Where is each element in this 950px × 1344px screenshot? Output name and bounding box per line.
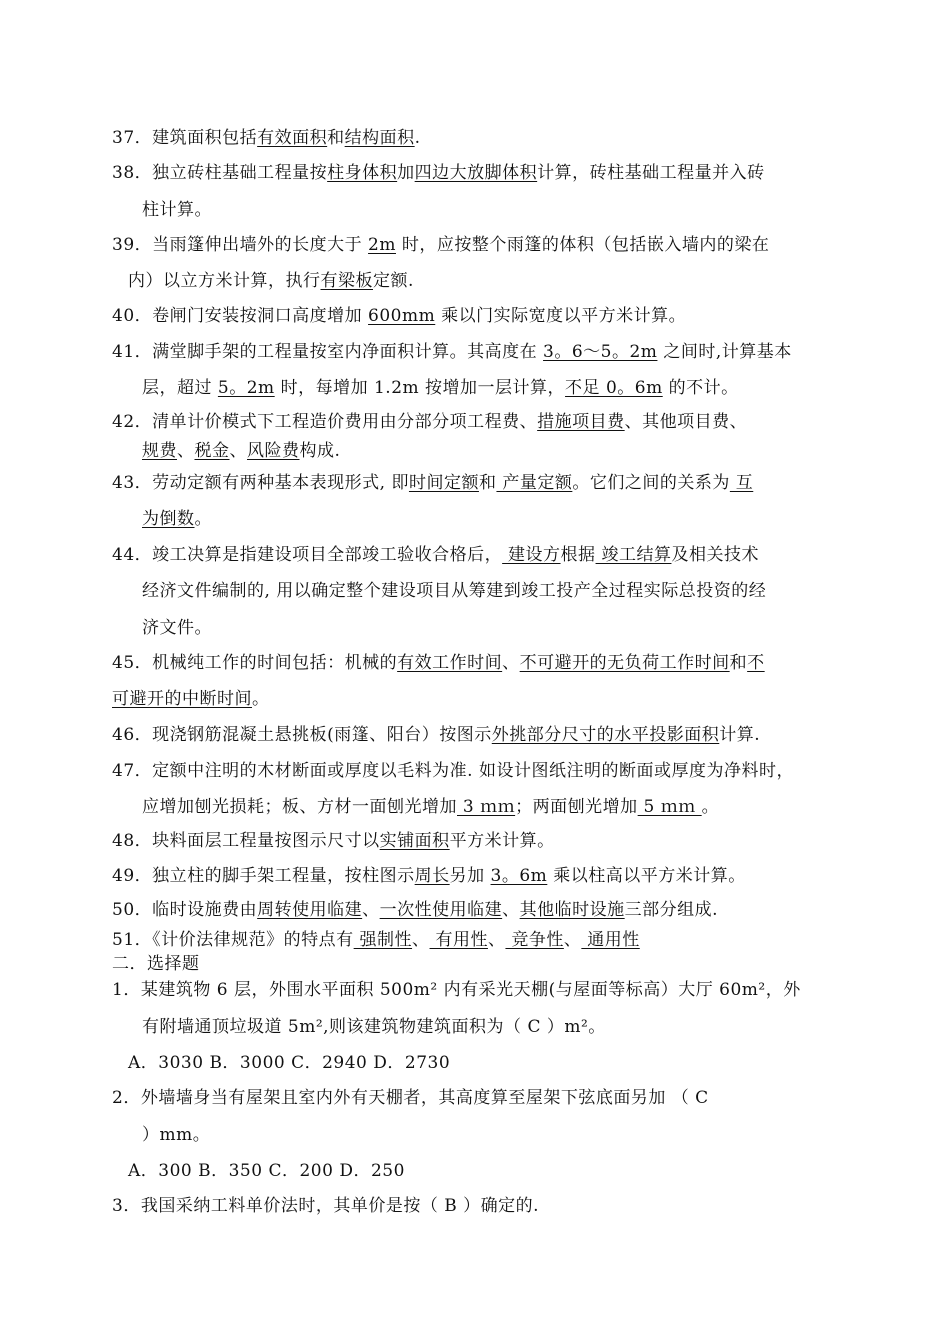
text-segment: 39．当雨篷伸出墙外的长度大于 — [112, 235, 369, 255]
text-segment: 、 — [412, 930, 430, 950]
text-segment: 42．清单计价模式下工程造价费用由分部分项工程费、 — [112, 412, 538, 432]
text-line — [112, 724, 760, 746]
text-segment: ）mm。 — [142, 1125, 211, 1145]
text-line — [142, 199, 212, 221]
text-segment: 49．独立柱的脚手架工程量，按柱图示 — [112, 866, 415, 886]
text-line — [142, 377, 739, 399]
text-line — [142, 580, 766, 602]
answer-blank: 为倒数 — [142, 509, 195, 529]
answer-blank: 建设方 — [502, 545, 561, 565]
text-line — [112, 162, 765, 184]
answer-blank: 5 ｍｍ — [637, 797, 702, 817]
answer-blank: 有效面积 — [257, 128, 328, 148]
text-segment: 和 — [478, 473, 497, 493]
answer-blank: 可避开的中断时间 — [112, 689, 252, 709]
text-segment: 45．机械纯工作的时间包括：机械的 — [112, 653, 398, 673]
text-segment: 38．独立砖柱基础工程量按 — [112, 163, 328, 183]
text-line — [112, 953, 200, 975]
text-segment: 的不计。 — [662, 378, 739, 398]
text-segment: 柱计算。 — [142, 200, 212, 220]
answer-blank: 税金 — [194, 441, 230, 461]
text-line — [142, 1124, 210, 1146]
text-segment: 根据 — [560, 545, 596, 565]
text-segment: A．300 B．350 C．200 D．250 — [128, 1161, 405, 1181]
answer-blank: 四边大放脚体积 — [414, 163, 538, 183]
answer-blank: 措施项目费 — [537, 412, 625, 432]
text-segment: 计算，砖柱基础工程量并入砖 — [537, 163, 765, 183]
answer-blank: 时间定额 — [408, 473, 479, 493]
text-segment: 47．定额中注明的木材断面或厚度以毛料为准. 如设计图纸注明的断面或厚度为净料时， — [112, 761, 794, 781]
text-line — [128, 1052, 450, 1074]
text-segment: 46．现浇钢筋混凝土悬挑板(雨篷、阳台）按图示 — [112, 725, 492, 745]
text-segment: A．3030 B．3000 C．2940 D．2730 — [128, 1053, 451, 1073]
text-line — [112, 652, 765, 674]
answer-blank: 有效工作时间 — [397, 653, 503, 673]
text-segment: 二．选择题 — [112, 954, 200, 974]
text-segment: 、 — [229, 441, 247, 461]
text-segment: 、 — [487, 930, 506, 950]
text-segment: 时，每增加 1.2m 按增加一层计算， — [274, 378, 566, 398]
answer-blank: 产量定额 — [496, 473, 573, 493]
text-segment: 、 — [502, 900, 520, 920]
answer-blank: 竞争性 — [505, 930, 564, 950]
text-line — [112, 305, 686, 327]
text-segment: 层，超过 — [142, 378, 218, 398]
answer-blank: 柱身体积 — [327, 163, 398, 183]
text-segment: 。 — [701, 797, 720, 817]
answer-blank: 不足 0。6m — [565, 378, 663, 398]
text-segment: 计算. — [719, 725, 761, 745]
answer-blank: 3。6～5。2m — [543, 342, 658, 362]
text-segment: 41．满堂脚手架的工程量按室内净面积计算。其高度在 — [112, 342, 544, 362]
text-line — [128, 270, 414, 292]
answer-blank: 3。6m — [490, 866, 548, 886]
text-segment: 37．建筑面积包括 — [112, 128, 258, 148]
text-segment: 乘以门实际宽度以平方米计算。 — [435, 306, 687, 326]
text-segment: 乘以柱高以平方米计算。 — [547, 866, 746, 886]
text-line — [112, 865, 746, 887]
text-segment: 、 — [362, 900, 380, 920]
answer-blank: 强制性 — [353, 930, 413, 950]
text-line — [112, 472, 753, 494]
text-line — [142, 796, 719, 818]
text-segment: 应增加刨光损耗；板、方材一面刨光增加 — [142, 797, 457, 817]
answer-blank: 一次性使用临建 — [379, 900, 503, 920]
text-segment: 三部分组成. — [624, 900, 719, 920]
answer-blank: 有梁板 — [320, 271, 373, 291]
text-segment: 。它们之间的关系为 — [572, 473, 730, 493]
text-line — [142, 440, 340, 462]
text-segment: 1．某建筑物 6 层，外围水平面积 500m² 内有采光天棚(与屋面等标高）大厅 60m²，外 — [112, 980, 801, 1000]
text-segment: 48．块料面层工程量按图示尺寸以 — [112, 831, 380, 851]
text-line — [112, 544, 759, 566]
text-segment: 43．劳动定额有两种基本表现形式, 即 — [112, 473, 409, 493]
text-segment: 及相关技术 — [671, 545, 759, 565]
text-segment: 加 — [397, 163, 415, 183]
answer-blank: 实铺面积 — [379, 831, 450, 851]
text-line — [142, 1016, 606, 1038]
text-segment: 。 — [194, 509, 212, 529]
text-line — [128, 1160, 405, 1182]
text-line — [112, 411, 747, 433]
text-segment: 定额. — [373, 271, 414, 291]
text-segment: 44．竣工决算是指建设项目全部竣工验收合格后， — [112, 545, 503, 565]
text-segment: 50．临时设施费由 — [112, 900, 258, 920]
text-line — [112, 899, 718, 921]
text-segment: 济文件。 — [142, 618, 212, 638]
answer-blank: 不可避开的无负荷工作时间 — [519, 653, 730, 673]
answer-blank: 其他临时设施 — [519, 900, 625, 920]
text-segment: 之间时,计算基本 — [657, 342, 792, 362]
answer-blank: 5。2m — [217, 378, 275, 398]
text-segment: 时，应按整个雨篷的体积（包括嵌入墙内的梁在 — [395, 235, 770, 255]
answer-blank: 2m — [368, 235, 396, 255]
text-line — [112, 1195, 539, 1217]
text-segment: 平方米计算。 — [449, 831, 555, 851]
text-segment: 、 — [502, 653, 520, 673]
answer-blank: 外挑部分尺寸的水平投影面积 — [491, 725, 720, 745]
answer-blank: 通用性 — [581, 930, 640, 950]
answer-blank: 600mm — [368, 306, 436, 326]
text-segment: 51．《计价法律规范》的特点有 — [112, 930, 354, 950]
answer-blank: 结构面积 — [344, 128, 415, 148]
text-segment: 、 — [563, 930, 582, 950]
text-segment: 40．卷闸门安装按洞口高度增加 — [112, 306, 369, 326]
text-line — [112, 127, 421, 149]
text-segment: 内）以立方米计算，执行 — [128, 271, 321, 291]
text-line — [112, 341, 792, 363]
text-segment: 2．外墙墙身当有屋架且室内外有天棚者，其高度算至屋架下弦底面另加 （ C — [112, 1088, 709, 1108]
answer-blank: 不 — [747, 653, 765, 673]
text-line — [112, 234, 769, 256]
text-segment: 、 — [177, 441, 195, 461]
answer-blank: 风险费 — [247, 441, 300, 461]
text-line — [112, 979, 801, 1001]
text-segment: 和 — [729, 653, 748, 673]
text-segment: 和 — [327, 128, 345, 148]
text-segment: ；两面刨光增加 — [515, 797, 638, 817]
answer-blank: 互 — [729, 473, 754, 493]
text-segment: 有附墙通顶垃圾道 5m²,则该建筑物建筑面积为（ C ）m²。 — [142, 1017, 606, 1037]
text-line — [142, 617, 212, 639]
text-line — [142, 508, 212, 530]
text-segment: 构成. — [299, 441, 341, 461]
text-segment: 。 — [252, 689, 270, 709]
answer-blank: 3 ｍｍ — [457, 797, 516, 817]
answer-blank: 周长 — [414, 866, 450, 886]
answer-blank: 规费 — [142, 441, 177, 461]
text-segment: . — [414, 128, 421, 148]
text-line — [112, 929, 640, 951]
answer-blank: 竣工结算 — [595, 545, 672, 565]
answer-blank: 周转使用临建 — [257, 900, 363, 920]
text-line — [112, 760, 794, 782]
text-line — [112, 830, 555, 852]
text-segment: 经济文件编制的, 用以确定整个建设项目从筹建到竣工投产全过程实际总投资的经 — [142, 581, 767, 601]
text-segment: 3．我国采纳工料单价法时，其单价是按（ B ）确定的. — [112, 1196, 540, 1216]
text-segment: 、其他项目费、 — [624, 412, 748, 432]
answer-blank: 有用性 — [429, 930, 488, 950]
text-line — [112, 688, 270, 710]
text-line — [112, 1087, 709, 1109]
text-segment: 另加 — [449, 866, 491, 886]
